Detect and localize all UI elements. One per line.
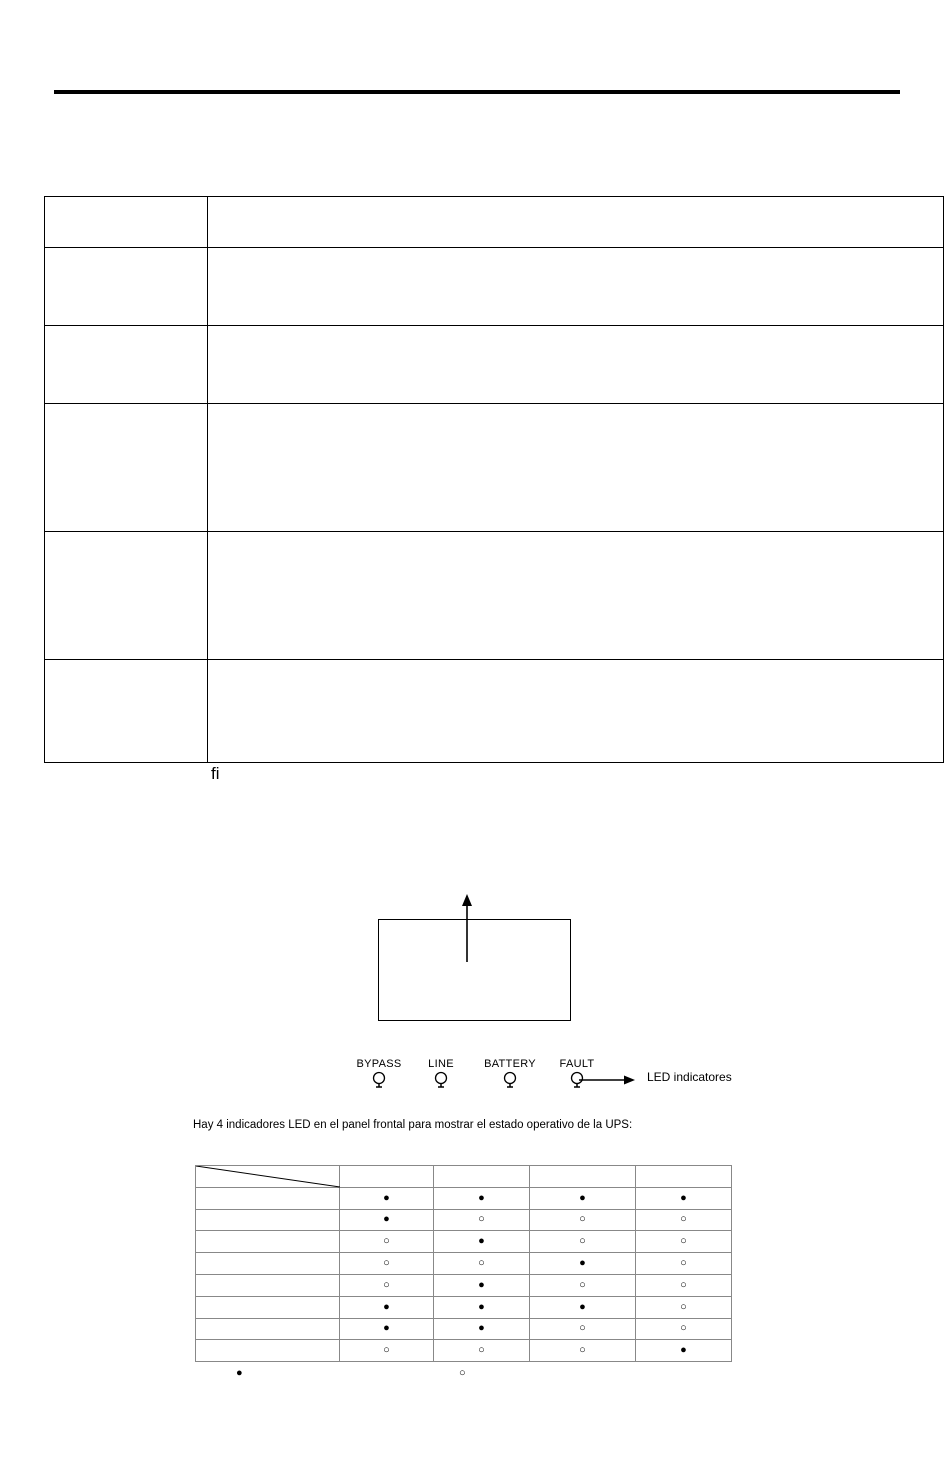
spec-row	[45, 404, 944, 532]
spec-value-cell	[208, 404, 944, 532]
spec-label-cell	[45, 197, 208, 248]
row-label-cell	[196, 1187, 340, 1209]
bulb-icon	[434, 1071, 448, 1089]
status-cell: ○	[340, 1231, 434, 1253]
status-cell: ●	[340, 1318, 434, 1340]
table-row	[196, 1274, 732, 1296]
table-row	[196, 1296, 732, 1318]
status-cell: ○	[340, 1340, 434, 1362]
status-cell: ○	[636, 1296, 732, 1318]
spec-table	[44, 196, 944, 763]
status-cell: ●	[340, 1209, 434, 1231]
header-cell	[530, 1166, 636, 1188]
status-cell: ○	[530, 1318, 636, 1340]
status-cell: ●	[340, 1296, 434, 1318]
spec-label-cell	[45, 404, 208, 532]
status-cell: ○	[530, 1231, 636, 1253]
status-cell: ○	[636, 1318, 732, 1340]
diagonal-line	[196, 1166, 340, 1188]
led-bypass	[354, 1058, 404, 1089]
spec-row	[45, 197, 944, 248]
spec-value-cell	[208, 532, 944, 660]
header-cell	[636, 1166, 732, 1188]
status-cell: ●	[434, 1318, 530, 1340]
status-cell: ○	[636, 1253, 732, 1275]
header-rule	[54, 90, 900, 94]
header-cell	[434, 1166, 530, 1188]
legend-off-symbol: ○	[459, 1367, 466, 1379]
row-label-cell	[196, 1296, 340, 1318]
status-cell: ●	[636, 1340, 732, 1362]
status-cell: ○	[340, 1253, 434, 1275]
spec-label-cell	[45, 660, 208, 763]
diagonal-header-cell	[196, 1166, 340, 1188]
spec-value-cell	[208, 660, 944, 763]
lcd-display	[378, 919, 571, 1021]
led-label: BATTERY	[484, 1058, 536, 1070]
status-cell: ●	[434, 1231, 530, 1253]
row-label-cell	[196, 1231, 340, 1253]
row-label-cell	[196, 1209, 340, 1231]
status-cell: ●	[530, 1253, 636, 1275]
spec-value-cell	[208, 248, 944, 326]
spec-row	[45, 248, 944, 326]
table-row	[196, 1318, 732, 1340]
row-label-cell	[196, 1318, 340, 1340]
bulb-icon	[372, 1071, 386, 1089]
led-label: FAULT	[559, 1058, 595, 1070]
table-row	[196, 1231, 732, 1253]
spec-label-cell	[45, 532, 208, 660]
status-cell: ○	[530, 1209, 636, 1231]
right-arrow-icon	[579, 1074, 637, 1086]
table-row	[196, 1340, 732, 1362]
header-cell	[340, 1166, 434, 1188]
intro-paragraph: Hay 4 indicadores LED en el panel frontal para mostrar el estado operativo de la UPS:	[193, 1119, 633, 1131]
bulb-icon	[503, 1071, 517, 1089]
status-cell: ○	[434, 1209, 530, 1231]
table-row	[196, 1253, 732, 1275]
status-cell: ○	[434, 1253, 530, 1275]
row-label-cell	[196, 1253, 340, 1275]
spec-label-cell	[45, 326, 208, 404]
spec-label-cell	[45, 248, 208, 326]
status-cell: ○	[636, 1209, 732, 1231]
led-label: LINE	[428, 1058, 454, 1070]
status-cell: ○	[530, 1340, 636, 1362]
led-table-header	[196, 1166, 732, 1188]
status-cell: ○	[434, 1340, 530, 1362]
stray-ligature: ﬁ	[211, 764, 220, 783]
row-label-cell	[196, 1340, 340, 1362]
spec-row	[45, 532, 944, 660]
status-cell: ○	[636, 1231, 732, 1253]
led-status-table	[195, 1165, 732, 1362]
spec-row	[45, 660, 944, 763]
legend-on-symbol: ●	[236, 1367, 243, 1379]
status-cell: ●	[530, 1187, 636, 1209]
led-caption: LED indicatores	[647, 1070, 732, 1084]
status-cell: ●	[434, 1296, 530, 1318]
status-cell: ●	[434, 1187, 530, 1209]
led-battery	[482, 1058, 538, 1089]
status-cell: ○	[636, 1274, 732, 1296]
status-cell: ●	[636, 1187, 732, 1209]
spec-row	[45, 326, 944, 404]
status-cell: ○	[340, 1274, 434, 1296]
status-cell: ●	[530, 1296, 636, 1318]
led-line	[424, 1058, 458, 1089]
led-label: BYPASS	[356, 1058, 402, 1070]
row-label-cell	[196, 1274, 340, 1296]
table-row	[196, 1187, 732, 1209]
spec-value-cell	[208, 197, 944, 248]
status-cell: ●	[434, 1274, 530, 1296]
status-cell: ○	[530, 1274, 636, 1296]
status-cell: ●	[340, 1187, 434, 1209]
table-row	[196, 1209, 732, 1231]
spec-value-cell	[208, 326, 944, 404]
